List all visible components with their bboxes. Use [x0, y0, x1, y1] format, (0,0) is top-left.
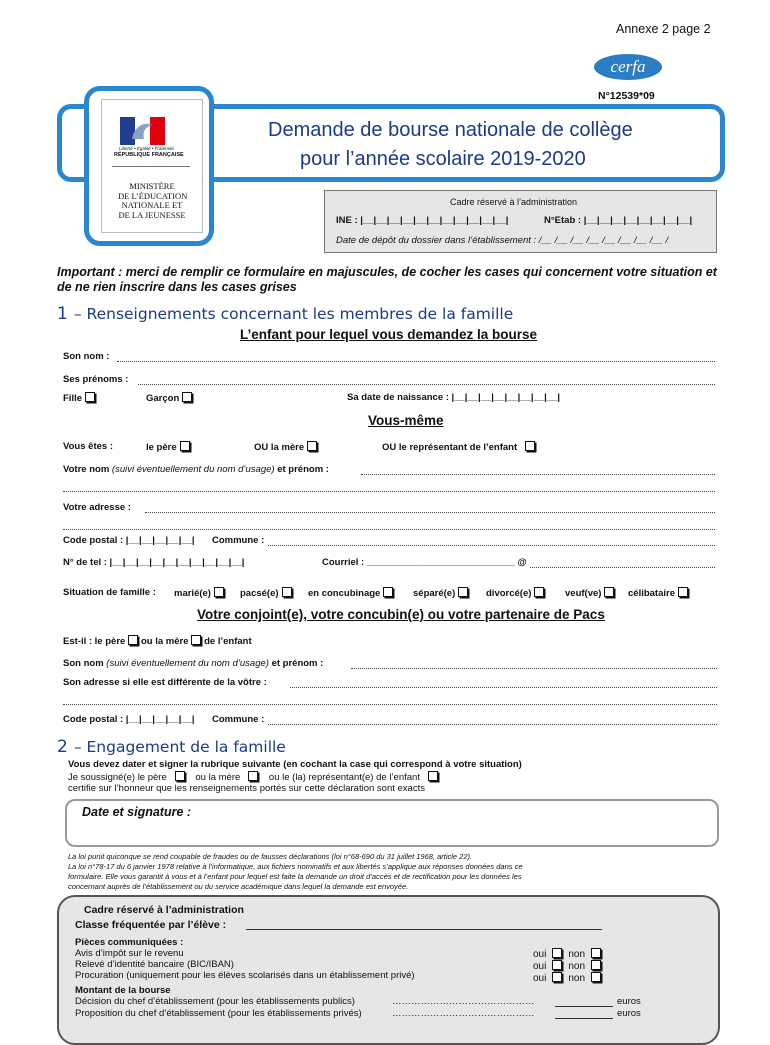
partner-heading: Votre conjoint(e), votre concubin(e) ou votre partenaire de Pacs [197, 607, 605, 622]
ministry-line: MINISTÈRE [129, 181, 175, 191]
non-checkbox[interactable] [591, 960, 601, 970]
private-amount-dots: ……………………………………… [392, 1008, 535, 1019]
status-pacs-checkbox[interactable] [282, 587, 292, 597]
legal-line: La loi n°78-17 du 6 janvier 1978 relative à l’informatique, aux fichiers nominatifs et aux libertés s’applique aux réponses données dans ce [68, 862, 523, 871]
public-decision-label: Décision du chef d’établissement (pour les établissements publics) [75, 996, 355, 1007]
partner-postal-code-field[interactable]: Code postal : |__|__|__|__|__| [63, 714, 195, 725]
child-firstnames-label: Ses prénoms : [63, 374, 129, 385]
you-are-label: Vous êtes : [63, 441, 113, 452]
engagement-instruction: Vous devez dater et signer la rubrique suivante (en cochant la case qui correspond à votre situation) [68, 759, 522, 770]
oui-checkbox[interactable] [552, 972, 562, 982]
status-widowed[interactable] [565, 587, 614, 599]
signature-label: Date et signature : [82, 805, 192, 819]
partner-name-b: (suivi éventuellement du nom d’usage) [106, 658, 269, 669]
email-label: Courriel : ____________________________ @ [322, 557, 527, 568]
oui-checkbox[interactable] [552, 948, 562, 958]
birthdate-field[interactable]: Sa date de naissance : |__|__|__|__|__|__|__|__| [347, 392, 561, 403]
child-name-label: Son nom : [63, 351, 110, 362]
form-title-line1: Demande de bourse nationale de collège [268, 119, 633, 141]
public-amount-input[interactable] [555, 1006, 613, 1007]
partner-mother-label: ou la mère [140, 636, 189, 647]
deposit-date-field: Date de dépôt du dossier dans l’établissement : /__ /__ /__ /__ /__ /__ /__ /__ / [336, 235, 669, 246]
marianne-motto: Liberté • Égalité • Fraternité [119, 146, 174, 151]
status-pacs-label: pacsé(e) [240, 588, 279, 599]
status-concubinage-checkbox[interactable] [383, 587, 393, 597]
grant-amount-label: Montant de la bourse [75, 985, 171, 996]
your-name-input[interactable] [361, 474, 715, 475]
ministry-line: DE LA JEUNESSE [118, 209, 186, 220]
partner-address-input[interactable] [290, 687, 717, 688]
partner-mother-checkbox[interactable] [191, 635, 201, 645]
non-checkbox[interactable] [591, 948, 601, 958]
status-married[interactable] [174, 587, 224, 599]
your-name-a: Votre nom [63, 464, 110, 475]
status-married-checkbox[interactable] [214, 587, 224, 597]
partner-name-label [63, 658, 323, 669]
child-name-input[interactable] [117, 361, 715, 362]
section2-title-text: – Engagement de la famille [73, 738, 286, 756]
signer-representative-checkbox[interactable] [428, 771, 438, 781]
non-label: non [568, 949, 586, 960]
public-amount-dots: ……………………………………… [392, 996, 535, 1007]
your-address-label: Votre adresse : [63, 502, 131, 513]
document-item: Relevé d’identité bancaire (BIC/IBAN) [75, 959, 234, 970]
etab-field: N°Etab : |__|__|__|__|__|__|__|__| [544, 215, 693, 226]
partner-role [63, 635, 252, 647]
father-option[interactable] [146, 441, 190, 453]
girl-label: Fille [63, 393, 83, 404]
partner-city-input[interactable] [268, 724, 717, 725]
signer-representative-label: ou le (la) représentant(e) de l’enfant [268, 772, 420, 783]
your-name-c: et prénom : [277, 464, 329, 475]
child-heading: L’enfant pour lequel vous demandez la bourse [240, 327, 538, 342]
status-concubinage[interactable] [308, 587, 393, 599]
signer-father-label: Je soussigné(e) le père [68, 772, 167, 783]
representative-checkbox[interactable] [525, 441, 535, 451]
signer-father-checkbox[interactable] [175, 771, 185, 781]
private-amount-input[interactable] [555, 1018, 613, 1019]
status-widowed-checkbox[interactable] [604, 587, 614, 597]
engagement-options [68, 771, 438, 783]
oui-checkbox[interactable] [552, 960, 562, 970]
document-row-choices [533, 960, 601, 972]
section1-number: 1 [57, 304, 68, 324]
oui-label: oui [533, 961, 547, 972]
your-address-input[interactable] [145, 512, 715, 513]
representative-option[interactable] [382, 441, 535, 453]
status-separated-checkbox[interactable] [458, 587, 468, 597]
documents-list [75, 948, 415, 981]
partner-father-label: Est-il : le père [63, 636, 126, 647]
status-concubinage-label: en concubinage [308, 588, 381, 599]
city-label: Commune : [212, 535, 265, 546]
partner-address-label: Son adresse si elle est différente de la vôtre : [63, 677, 267, 688]
certification-text: certifie sur l’honneur que les renseignements portés sur cette déclaration sont exacts [68, 783, 425, 794]
document-row-choices [533, 972, 601, 984]
important-notice: Important : merci de remplir ce formulaire en majuscules, de cocher les cases qui concernent votre situation et de ne rien inscrire dans les cases grises [57, 265, 717, 294]
status-widowed-label: veuf(ve) [565, 588, 602, 599]
your-name-label [63, 464, 329, 475]
city-input[interactable] [268, 545, 715, 546]
email-input[interactable] [530, 567, 715, 568]
boy-option[interactable] [146, 392, 192, 404]
partner-city-label: Commune : [212, 714, 265, 725]
partner-name-a: Son nom [63, 658, 104, 669]
ministry-divider [112, 166, 190, 167]
admin-box-bottom-title: Cadre réservé à l’administration [84, 904, 244, 916]
girl-checkbox[interactable] [85, 392, 95, 402]
oui-label: oui [533, 973, 547, 984]
class-input[interactable] [246, 929, 602, 930]
private-euros-label: euros [617, 1008, 641, 1019]
section1-title [57, 304, 513, 324]
your-name-input-2[interactable] [63, 491, 715, 492]
admin-box-title: Cadre réservé à l’administration [450, 197, 578, 207]
partner-address-input-2[interactable] [63, 704, 717, 705]
status-divorced-checkbox[interactable] [534, 587, 544, 597]
cerfa-logo-text: cerfa [610, 57, 646, 76]
status-single-label: célibataire [628, 588, 675, 599]
class-label: Classe fréquentée par l’élève : [75, 919, 227, 931]
document-item: Procuration (uniquement pour les élèves scolarisés dans un établissement privé) [75, 970, 415, 981]
your-name-b: (suivi éventuellement du nom d’usage) [111, 464, 275, 475]
legal-line: La loi punit quiconque se rend coupable de fraudes ou de fausses déclarations (loi n°68-690 du 31 juillet 1968, article 22). [68, 852, 473, 861]
documents-checkboxes [533, 948, 601, 984]
admin-box-top [324, 190, 717, 253]
partner-name-input[interactable] [351, 668, 717, 669]
status-separated[interactable] [413, 587, 468, 599]
section2-title [57, 737, 286, 757]
signer-mother-label: ou la mère [195, 772, 241, 783]
public-euros-label: euros [617, 996, 641, 1007]
your-address-input-2[interactable] [63, 529, 715, 530]
boy-checkbox[interactable] [182, 392, 192, 402]
legal-line: formulaire. Elle vous garantit à vous et à l’enfant pour lequel est faite la demande un droit d’accès et de rectification pour les données les [68, 872, 522, 881]
phone-field[interactable]: N° de tel : |__|__|__|__|__|__|__|__|__|__| [63, 557, 245, 568]
self-heading: Vous-même [368, 413, 444, 428]
representative-label: OU le représentant de l’enfant [382, 442, 518, 453]
cerfa-logo [593, 53, 663, 81]
signer-mother-checkbox[interactable] [248, 771, 258, 781]
annex-label: Annexe 2 page 2 [616, 22, 711, 36]
postal-code-field[interactable]: Code postal : |__|__|__|__|__| [63, 535, 195, 546]
partner-name-c: et prénom : [271, 658, 324, 669]
legal-line: concernant auprès de l’établissement ou du service académique dans lequel la demande est envoyée. [68, 882, 409, 891]
status-pacs[interactable] [240, 587, 292, 599]
girl-option[interactable] [63, 392, 95, 404]
family-status-label: Situation de famille : [63, 587, 156, 598]
oui-label: oui [533, 949, 547, 960]
private-proposal-label: Proposition du chef d’établissement (pour les établissements privés) [75, 1008, 362, 1019]
status-divorced[interactable] [486, 587, 544, 599]
documents-label: Pièces communiquées : [75, 937, 184, 948]
document-item: Avis d’impôt sur le revenu [75, 948, 184, 959]
status-single-checkbox[interactable] [678, 587, 688, 597]
child-firstnames-input[interactable] [138, 384, 715, 385]
ine-field: INE : |__|__|__|__|__|__|__|__|__|__|__| [336, 215, 509, 226]
republique-label: RÉPUBLIQUE FRANÇAISE [114, 152, 184, 158]
form-title-line2: pour l’année scolaire 2019-2020 [300, 148, 586, 170]
ministry-name [118, 182, 186, 220]
partner-role-suffix: de l’enfant [204, 636, 252, 647]
section2-number: 2 [57, 737, 68, 757]
non-label: non [568, 961, 586, 972]
non-checkbox[interactable] [591, 972, 601, 982]
status-single[interactable] [628, 587, 688, 599]
status-separated-label: séparé(e) [413, 588, 456, 599]
father-label: le père [146, 442, 177, 453]
cerfa-number: N°12539*09 [598, 90, 655, 102]
non-label: non [568, 973, 586, 984]
ministry-line: DE L’ÉDUCATION [118, 190, 188, 201]
ministry-line: NATIONALE ET [121, 200, 183, 210]
partner-father-checkbox[interactable] [128, 635, 138, 645]
boy-label: Garçon [146, 393, 180, 404]
father-checkbox[interactable] [180, 441, 190, 451]
status-married-label: marié(e) [174, 588, 211, 599]
mother-option[interactable] [254, 441, 317, 453]
document-row-choices [533, 948, 601, 960]
mother-label: OU la mère [254, 442, 305, 453]
mother-checkbox[interactable] [307, 441, 317, 451]
section1-title-text: – Renseignements concernant les membres de la famille [73, 305, 514, 323]
status-divorced-label: divorcé(e) [486, 588, 532, 599]
legal-notice [68, 852, 523, 892]
